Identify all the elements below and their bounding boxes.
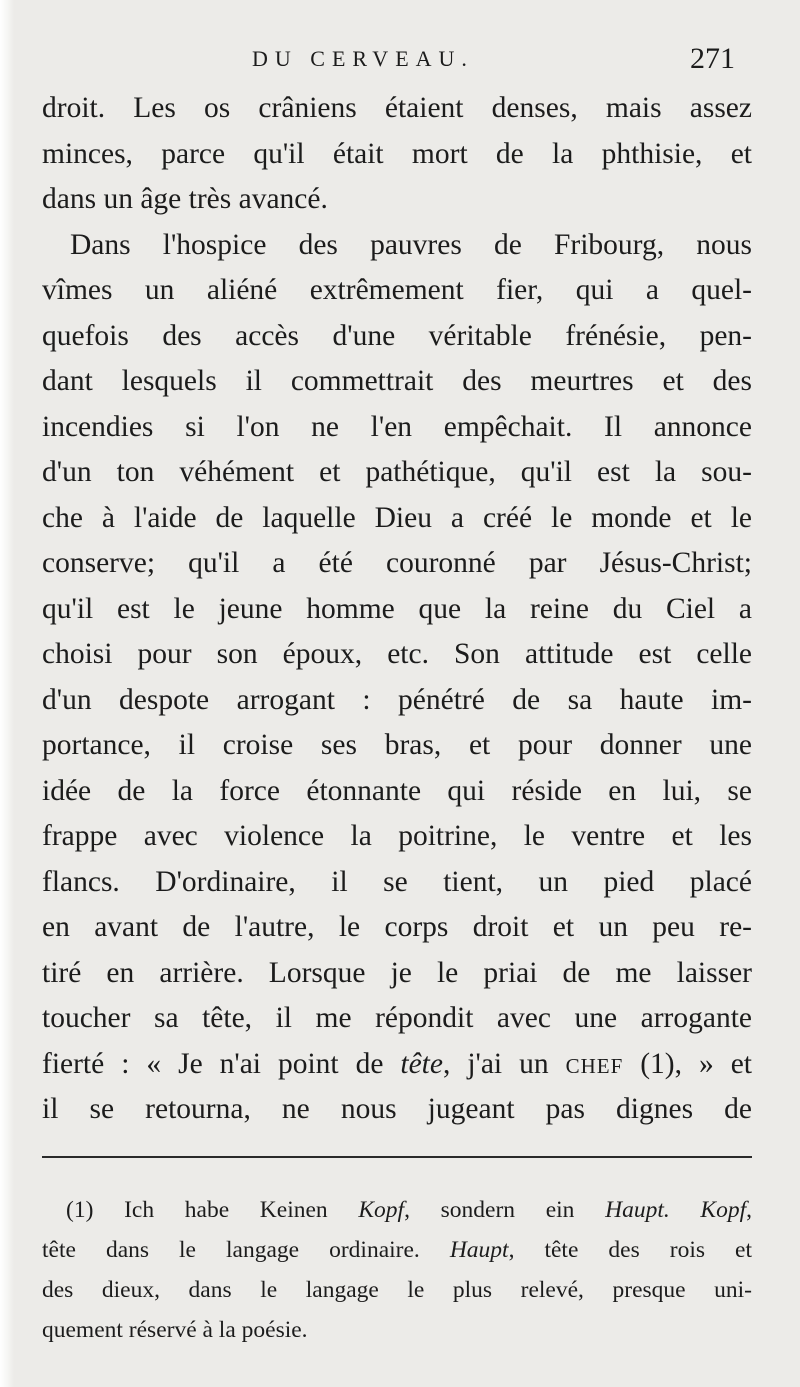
quote-italic-word: tête	[400, 1047, 443, 1080]
footnote-text: ,	[746, 1197, 752, 1223]
text-line: dant lesquels il commettrait des meurtres et des	[42, 365, 752, 397]
quote-text: fierté : « Je n'ai point de	[42, 1047, 401, 1080]
quote-smallcaps-word: chef	[565, 1047, 624, 1080]
text-line: d'un ton véhément et pathétique, qu'il est la sou-	[42, 456, 752, 488]
text-line: minces, parce qu'il était mort de la phthisie, et	[42, 137, 752, 170]
footnote-line	[42, 1190, 752, 1230]
body-text	[42, 86, 752, 1133]
text-line: idée de la force étonnante qui réside en lui, se	[42, 774, 752, 807]
footnote-text: (1) Ich habe Keinen	[66, 1197, 359, 1223]
text-line: che à l'aide de laquelle Dieu a créé le monde et le	[42, 501, 752, 534]
footnote-line: quement réservé à la poésie.	[42, 1317, 308, 1343]
text-line: incendies si l'on ne l'en empêchait. Il annonce	[42, 410, 752, 443]
text-line: il se retourna, ne nous jugeant pas dignes de	[42, 1093, 752, 1125]
text-line: conserve; qu'il a été couronné par Jésus-Christ;	[42, 547, 752, 579]
text-line: choisi pour son époux, etc. Son attitude est celle	[42, 638, 752, 670]
footnote-italic: Kopf	[358, 1197, 405, 1223]
text-line: Dans l'hospice des pauvres de Fribourg, nous	[70, 228, 752, 261]
footnote-text: , sondern ein	[404, 1197, 606, 1223]
text-line: dans un âge très avancé.	[42, 183, 328, 215]
text-line: qu'il est le jeune homme que la reine du Ciel a	[42, 592, 752, 625]
footnote-italic: Haupt	[449, 1237, 509, 1263]
text-line: flancs. D'ordinaire, il se tient, un pied placé	[42, 865, 752, 898]
footnote	[42, 1190, 752, 1350]
text-line-quote	[42, 1042, 752, 1088]
quote-text: , j'ai un	[442, 1047, 566, 1080]
footnote-line	[42, 1230, 752, 1270]
text-line: en avant de l'autre, le corps droit et un peu re-	[42, 911, 752, 943]
text-line: toucher sa tête, il me répondit avec une arrogante	[42, 1002, 752, 1034]
page-edge-shadow	[0, 0, 14, 1387]
quote-text: (1), » et	[623, 1047, 752, 1080]
footnote-rule	[42, 1156, 752, 1158]
footnote-line: des dieux, dans le langage le plus relevé, presque uni-	[42, 1277, 752, 1303]
running-head-title: DU CERVEAU.	[252, 46, 474, 71]
text-line: droit. Les os crâniens étaient denses, mais assez	[42, 92, 752, 124]
running-head	[0, 44, 800, 80]
text-line: vîmes un aliéné extrêmement fier, qui a quel-	[42, 274, 752, 306]
text-line: portance, il croise ses bras, et pour donner une	[42, 729, 752, 761]
text-line: d'un despote arrogant : pénétré de sa haute im-	[42, 683, 752, 716]
page-number: 271	[690, 42, 735, 75]
text-line: frappe avec violence la poitrine, le ventre et les	[42, 820, 752, 852]
text-line: quefois des accès d'une véritable frénésie, pen-	[42, 319, 752, 352]
footnote-text: tête dans le langage ordinaire.	[42, 1237, 450, 1263]
text-line: tiré en arrière. Lorsque je le priai de me laisser	[42, 956, 752, 989]
footnote-italic: Haupt. Kopf	[605, 1197, 747, 1223]
footnote-text: , tête des rois et	[508, 1237, 752, 1263]
